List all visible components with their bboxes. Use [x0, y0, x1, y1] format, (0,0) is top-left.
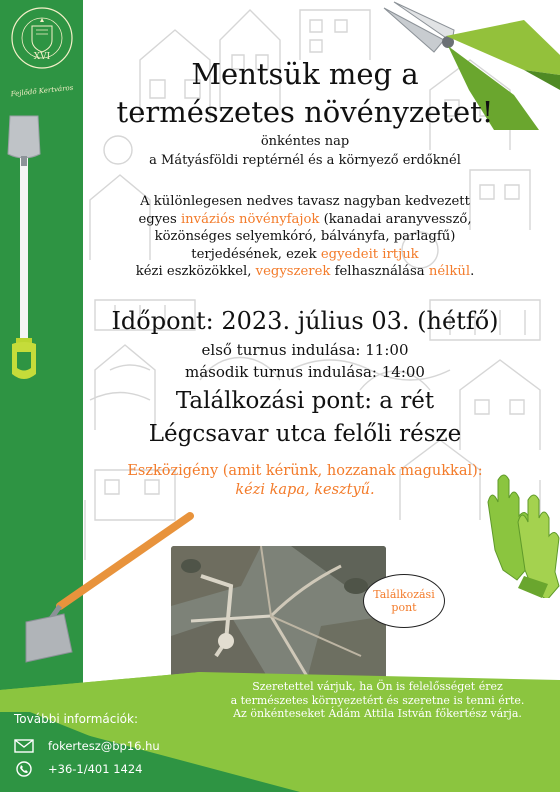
- email-contact: [14, 738, 160, 754]
- bubble-line-2: pont: [391, 601, 417, 614]
- description-line-1: A különlegesen nedves tavasz nagyban kedvezett: [140, 194, 470, 209]
- tools-required-intro: Eszközigény (amit kérünk, hozzanak magukkal):: [127, 463, 483, 479]
- logo-numeral: XVI: [33, 52, 51, 62]
- text-fragment: terjedésének, ezek: [191, 246, 321, 262]
- text-fragment: felhasználása: [330, 264, 429, 279]
- first-turn-time: első turnus indulása: 11:00: [201, 341, 409, 359]
- highlight-invasive-species: inváziós növényfajok: [180, 211, 320, 227]
- email-link[interactable]: fokertesz@bp16.hu: [48, 739, 160, 753]
- highlight-without: nélkül: [428, 264, 471, 279]
- phone-icon: [14, 761, 34, 777]
- meeting-point-line-1: Találkozási pont: a rét: [175, 388, 435, 414]
- phone-number[interactable]: +36-1/401 1424: [48, 762, 143, 776]
- logo-label: Fejlődő Kertváros: [10, 83, 74, 99]
- meeting-point-line-2: Légcsavar utca felőli része: [148, 421, 462, 447]
- closing-message: [200, 680, 555, 721]
- closing-line-2: a természetes környezetért és szeretne is tenni érte.: [230, 693, 525, 707]
- phone-contact: [14, 761, 142, 777]
- description-line-3: közönséges selyemkóró, bálványfa, parlagfű): [154, 229, 456, 244]
- text-fragment: .: [470, 264, 475, 279]
- title-line-1: Mentsük meg a: [191, 57, 419, 91]
- more-info-heading: További információk:: [14, 712, 139, 726]
- event-date: Időpont: 2023. július 03. (hétfő): [111, 307, 499, 335]
- tools-required-list: kézi kapa, kesztyű.: [235, 482, 375, 498]
- subtitle-line-2: a Mátyásföldi reptérnél és a környező erdőknél: [149, 153, 461, 168]
- title-line-2: természetes növényzetet!: [116, 95, 494, 129]
- closing-line-1: Szeretettel várjuk, ha Ön is felelősséget érez: [252, 680, 503, 693]
- highlight-removal: egyedeit irtjuk: [320, 246, 419, 262]
- text-fragment: egyes: [138, 211, 181, 227]
- text-fragment: (kanadai aranyvessző,: [319, 211, 472, 227]
- highlight-chemicals: vegyszerek: [255, 264, 331, 279]
- closing-line-3: Az önkénteseket Ádám Attila István főkertész várja.: [233, 707, 522, 720]
- envelope-icon: [14, 738, 34, 754]
- bubble-line-1: Találkozási: [373, 588, 435, 601]
- second-turn-time: második turnus indulása: 14:00: [185, 363, 425, 381]
- text-fragment: kézi eszközökkel,: [135, 264, 256, 279]
- subtitle-line-1: önkéntes nap: [260, 134, 350, 149]
